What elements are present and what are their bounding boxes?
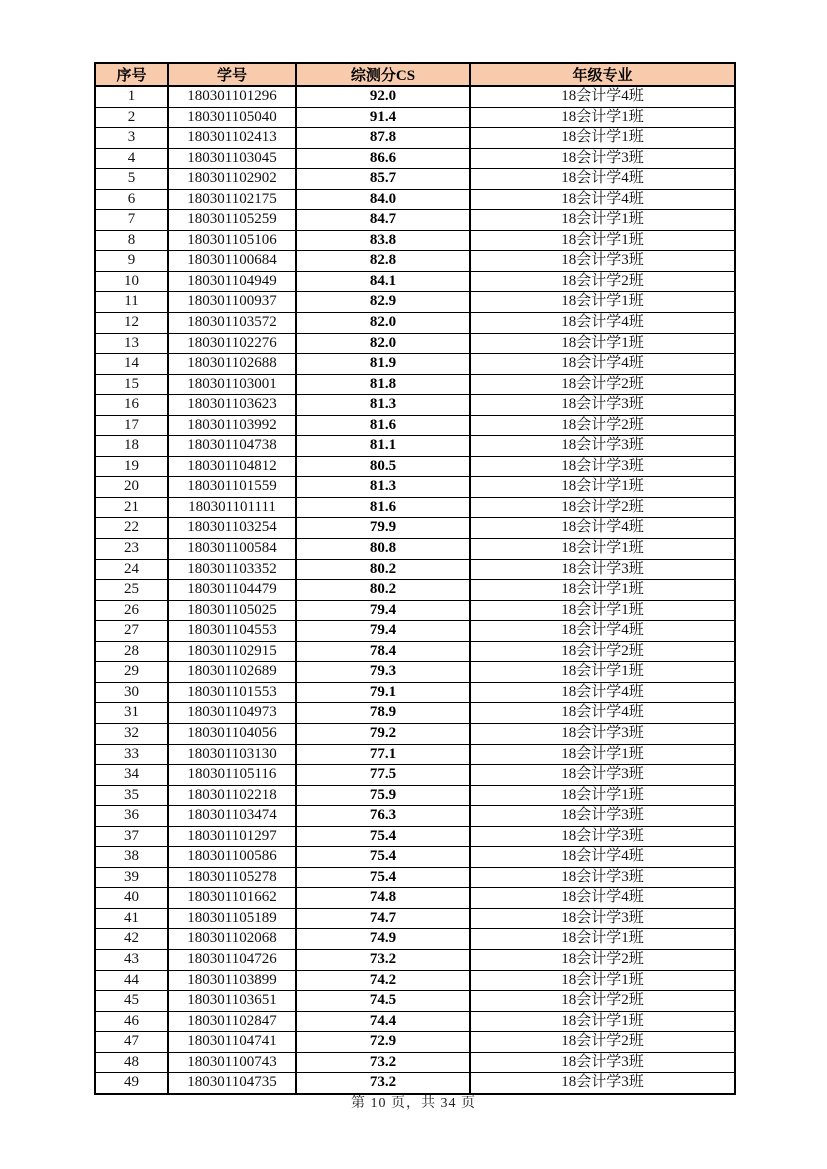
cell-student-id: 180301100584 xyxy=(168,539,296,560)
cell-index: 39 xyxy=(95,867,168,888)
cell-index: 11 xyxy=(95,292,168,313)
cell-index: 19 xyxy=(95,456,168,477)
cell-student-id: 180301102688 xyxy=(168,354,296,375)
score-table-container xyxy=(94,62,734,1095)
cell-index: 35 xyxy=(95,785,168,806)
cell-student-id: 180301102218 xyxy=(168,785,296,806)
cell-score: 91.4 xyxy=(296,107,470,128)
cell-grade-major: 18会计学1班 xyxy=(470,970,735,991)
table-row xyxy=(95,785,735,806)
cell-student-id: 180301100937 xyxy=(168,292,296,313)
cell-student-id: 180301103130 xyxy=(168,744,296,765)
table-row xyxy=(95,148,735,169)
cell-grade-major: 18会计学1班 xyxy=(470,929,735,950)
table-row xyxy=(95,1073,735,1094)
cell-score: 81.1 xyxy=(296,436,470,457)
cell-index: 45 xyxy=(95,991,168,1012)
table-row xyxy=(95,374,735,395)
cell-student-id: 180301102915 xyxy=(168,641,296,662)
table-row xyxy=(95,806,735,827)
table-body xyxy=(95,86,735,1094)
cell-student-id: 180301103474 xyxy=(168,806,296,827)
cell-student-id: 180301105259 xyxy=(168,210,296,231)
table-row xyxy=(95,436,735,457)
cell-score: 82.9 xyxy=(296,292,470,313)
cell-score: 82.0 xyxy=(296,333,470,354)
cell-grade-major: 18会计学3班 xyxy=(470,765,735,786)
cell-index: 23 xyxy=(95,539,168,560)
cell-score: 79.3 xyxy=(296,662,470,683)
cell-student-id: 180301104949 xyxy=(168,271,296,292)
cell-student-id: 180301104741 xyxy=(168,1032,296,1053)
cell-score: 78.9 xyxy=(296,703,470,724)
cell-grade-major: 18会计学1班 xyxy=(470,744,735,765)
table-row xyxy=(95,415,735,436)
table-row xyxy=(95,847,735,868)
cell-index: 2 xyxy=(95,107,168,128)
cell-student-id: 180301105278 xyxy=(168,867,296,888)
cell-index: 20 xyxy=(95,477,168,498)
table-row xyxy=(95,210,735,231)
cell-student-id: 180301102175 xyxy=(168,189,296,210)
cell-student-id: 180301101662 xyxy=(168,888,296,909)
cell-score: 75.4 xyxy=(296,847,470,868)
cell-grade-major: 18会计学1班 xyxy=(470,210,735,231)
cell-score: 74.4 xyxy=(296,1011,470,1032)
cell-grade-major: 18会计学1班 xyxy=(470,600,735,621)
cell-grade-major: 18会计学1班 xyxy=(470,539,735,560)
cell-student-id: 180301105025 xyxy=(168,600,296,621)
cell-index: 40 xyxy=(95,888,168,909)
table-row xyxy=(95,621,735,642)
cell-score: 74.8 xyxy=(296,888,470,909)
cell-index: 24 xyxy=(95,559,168,580)
cell-score: 73.2 xyxy=(296,1073,470,1094)
cell-student-id: 180301104738 xyxy=(168,436,296,457)
table-row xyxy=(95,107,735,128)
table-row xyxy=(95,867,735,888)
header-index: 序号 xyxy=(95,63,168,86)
cell-score: 75.4 xyxy=(296,826,470,847)
cell-grade-major: 18会计学3班 xyxy=(470,1073,735,1094)
table-row xyxy=(95,970,735,991)
cell-index: 1 xyxy=(95,86,168,107)
table-row xyxy=(95,86,735,107)
cell-grade-major: 18会计学1班 xyxy=(470,1011,735,1032)
cell-index: 27 xyxy=(95,621,168,642)
cell-index: 22 xyxy=(95,518,168,539)
cell-student-id: 180301104973 xyxy=(168,703,296,724)
cell-score: 73.2 xyxy=(296,1052,470,1073)
table-row xyxy=(95,765,735,786)
cell-grade-major: 18会计学2班 xyxy=(470,1032,735,1053)
cell-index: 31 xyxy=(95,703,168,724)
cell-student-id: 180301103045 xyxy=(168,148,296,169)
table-row xyxy=(95,395,735,416)
cell-student-id: 180301105116 xyxy=(168,765,296,786)
cell-grade-major: 18会计学3班 xyxy=(470,806,735,827)
cell-score: 80.5 xyxy=(296,456,470,477)
cell-score: 85.7 xyxy=(296,169,470,190)
cell-score: 74.2 xyxy=(296,970,470,991)
cell-score: 76.3 xyxy=(296,806,470,827)
cell-grade-major: 18会计学1班 xyxy=(470,333,735,354)
cell-score: 73.2 xyxy=(296,949,470,970)
cell-grade-major: 18会计学1班 xyxy=(470,477,735,498)
cell-index: 25 xyxy=(95,580,168,601)
cell-score: 81.3 xyxy=(296,477,470,498)
cell-grade-major: 18会计学1班 xyxy=(470,292,735,313)
cell-grade-major: 18会计学4班 xyxy=(470,621,735,642)
table-row xyxy=(95,908,735,929)
table-row xyxy=(95,333,735,354)
table-row xyxy=(95,682,735,703)
table-row xyxy=(95,518,735,539)
cell-grade-major: 18会计学4班 xyxy=(470,86,735,107)
cell-student-id: 180301102902 xyxy=(168,169,296,190)
cell-grade-major: 18会计学2班 xyxy=(470,415,735,436)
table-row xyxy=(95,169,735,190)
table-row xyxy=(95,703,735,724)
cell-grade-major: 18会计学3班 xyxy=(470,867,735,888)
cell-score: 79.9 xyxy=(296,518,470,539)
table-row xyxy=(95,354,735,375)
cell-grade-major: 18会计学4班 xyxy=(470,888,735,909)
cell-index: 17 xyxy=(95,415,168,436)
cell-score: 81.6 xyxy=(296,497,470,518)
table-row xyxy=(95,251,735,272)
cell-student-id: 180301102847 xyxy=(168,1011,296,1032)
cell-grade-major: 18会计学4班 xyxy=(470,189,735,210)
table-row xyxy=(95,189,735,210)
cell-student-id: 180301103572 xyxy=(168,313,296,334)
cell-score: 81.6 xyxy=(296,415,470,436)
cell-score: 75.4 xyxy=(296,867,470,888)
cell-grade-major: 18会计学2班 xyxy=(470,991,735,1012)
table-row xyxy=(95,1011,735,1032)
cell-index: 6 xyxy=(95,189,168,210)
header-score: 综测分CS xyxy=(296,63,470,86)
table-row xyxy=(95,1032,735,1053)
cell-grade-major: 18会计学1班 xyxy=(470,785,735,806)
cell-student-id: 180301100586 xyxy=(168,847,296,868)
cell-grade-major: 18会计学4班 xyxy=(470,847,735,868)
cell-index: 14 xyxy=(95,354,168,375)
header-grade-major: 年级专业 xyxy=(470,63,735,86)
score-table xyxy=(94,62,736,1095)
cell-grade-major: 18会计学3班 xyxy=(470,559,735,580)
table-row xyxy=(95,744,735,765)
cell-index: 7 xyxy=(95,210,168,231)
cell-index: 36 xyxy=(95,806,168,827)
cell-student-id: 180301104726 xyxy=(168,949,296,970)
cell-grade-major: 18会计学1班 xyxy=(470,107,735,128)
cell-grade-major: 18会计学1班 xyxy=(470,230,735,251)
cell-score: 74.7 xyxy=(296,908,470,929)
cell-index: 34 xyxy=(95,765,168,786)
cell-student-id: 180301102068 xyxy=(168,929,296,950)
table-row xyxy=(95,929,735,950)
cell-score: 74.9 xyxy=(296,929,470,950)
cell-grade-major: 18会计学2班 xyxy=(470,497,735,518)
cell-student-id: 180301105106 xyxy=(168,230,296,251)
cell-score: 81.3 xyxy=(296,395,470,416)
table-row xyxy=(95,641,735,662)
cell-grade-major: 18会计学1班 xyxy=(470,662,735,683)
table-row xyxy=(95,230,735,251)
cell-grade-major: 18会计学3班 xyxy=(470,908,735,929)
cell-score: 84.7 xyxy=(296,210,470,231)
cell-index: 47 xyxy=(95,1032,168,1053)
cell-index: 10 xyxy=(95,271,168,292)
cell-score: 79.4 xyxy=(296,600,470,621)
cell-score: 77.5 xyxy=(296,765,470,786)
cell-student-id: 180301102276 xyxy=(168,333,296,354)
table-row xyxy=(95,949,735,970)
cell-student-id: 180301101296 xyxy=(168,86,296,107)
cell-index: 13 xyxy=(95,333,168,354)
cell-grade-major: 18会计学2班 xyxy=(470,641,735,662)
cell-score: 86.6 xyxy=(296,148,470,169)
cell-grade-major: 18会计学4班 xyxy=(470,354,735,375)
cell-student-id: 180301104735 xyxy=(168,1073,296,1094)
cell-index: 42 xyxy=(95,929,168,950)
cell-index: 32 xyxy=(95,723,168,744)
cell-index: 28 xyxy=(95,641,168,662)
cell-score: 72.9 xyxy=(296,1032,470,1053)
table-row xyxy=(95,128,735,149)
cell-index: 9 xyxy=(95,251,168,272)
header-row xyxy=(95,63,735,86)
cell-score: 79.4 xyxy=(296,621,470,642)
cell-student-id: 180301100684 xyxy=(168,251,296,272)
cell-index: 29 xyxy=(95,662,168,683)
cell-index: 38 xyxy=(95,847,168,868)
cell-student-id: 180301101553 xyxy=(168,682,296,703)
cell-index: 5 xyxy=(95,169,168,190)
cell-score: 82.8 xyxy=(296,251,470,272)
cell-grade-major: 18会计学3班 xyxy=(470,251,735,272)
table-row xyxy=(95,456,735,477)
cell-index: 4 xyxy=(95,148,168,169)
cell-index: 43 xyxy=(95,949,168,970)
table-row xyxy=(95,826,735,847)
cell-score: 79.1 xyxy=(296,682,470,703)
cell-student-id: 180301105189 xyxy=(168,908,296,929)
table-row xyxy=(95,888,735,909)
cell-grade-major: 18会计学3班 xyxy=(470,456,735,477)
cell-student-id: 180301103899 xyxy=(168,970,296,991)
cell-index: 33 xyxy=(95,744,168,765)
cell-grade-major: 18会计学3班 xyxy=(470,826,735,847)
cell-index: 8 xyxy=(95,230,168,251)
cell-score: 78.4 xyxy=(296,641,470,662)
cell-grade-major: 18会计学3班 xyxy=(470,148,735,169)
cell-student-id: 180301101111 xyxy=(168,497,296,518)
cell-student-id: 180301103992 xyxy=(168,415,296,436)
cell-grade-major: 18会计学4班 xyxy=(470,682,735,703)
cell-student-id: 180301100743 xyxy=(168,1052,296,1073)
cell-score: 80.2 xyxy=(296,580,470,601)
cell-index: 15 xyxy=(95,374,168,395)
cell-index: 12 xyxy=(95,313,168,334)
cell-score: 81.8 xyxy=(296,374,470,395)
cell-index: 49 xyxy=(95,1073,168,1094)
cell-index: 41 xyxy=(95,908,168,929)
cell-grade-major: 18会计学2班 xyxy=(470,271,735,292)
cell-student-id: 180301103623 xyxy=(168,395,296,416)
cell-grade-major: 18会计学3班 xyxy=(470,436,735,457)
cell-index: 21 xyxy=(95,497,168,518)
cell-score: 83.8 xyxy=(296,230,470,251)
cell-grade-major: 18会计学3班 xyxy=(470,1052,735,1073)
cell-index: 48 xyxy=(95,1052,168,1073)
cell-student-id: 180301105040 xyxy=(168,107,296,128)
cell-score: 74.5 xyxy=(296,991,470,1012)
cell-score: 75.9 xyxy=(296,785,470,806)
table-row xyxy=(95,1052,735,1073)
cell-score: 81.9 xyxy=(296,354,470,375)
cell-grade-major: 18会计学4班 xyxy=(470,313,735,334)
cell-grade-major: 18会计学2班 xyxy=(470,949,735,970)
cell-student-id: 180301104553 xyxy=(168,621,296,642)
table-row xyxy=(95,723,735,744)
cell-grade-major: 18会计学2班 xyxy=(470,374,735,395)
table-row xyxy=(95,600,735,621)
cell-grade-major: 18会计学3班 xyxy=(470,395,735,416)
cell-score: 84.1 xyxy=(296,271,470,292)
table-row xyxy=(95,580,735,601)
cell-grade-major: 18会计学1班 xyxy=(470,128,735,149)
cell-student-id: 180301102413 xyxy=(168,128,296,149)
cell-student-id: 180301103254 xyxy=(168,518,296,539)
cell-grade-major: 18会计学4班 xyxy=(470,518,735,539)
table-row xyxy=(95,477,735,498)
cell-student-id: 180301104056 xyxy=(168,723,296,744)
cell-score: 92.0 xyxy=(296,86,470,107)
cell-index: 37 xyxy=(95,826,168,847)
cell-grade-major: 18会计学4班 xyxy=(470,169,735,190)
cell-score: 87.8 xyxy=(296,128,470,149)
table-row xyxy=(95,313,735,334)
table-row xyxy=(95,991,735,1012)
cell-student-id: 180301103651 xyxy=(168,991,296,1012)
cell-student-id: 180301104479 xyxy=(168,580,296,601)
cell-index: 16 xyxy=(95,395,168,416)
cell-index: 46 xyxy=(95,1011,168,1032)
cell-index: 26 xyxy=(95,600,168,621)
cell-score: 82.0 xyxy=(296,313,470,334)
cell-student-id: 180301102689 xyxy=(168,662,296,683)
cell-index: 44 xyxy=(95,970,168,991)
cell-score: 80.2 xyxy=(296,559,470,580)
cell-score: 79.2 xyxy=(296,723,470,744)
cell-grade-major: 18会计学1班 xyxy=(470,580,735,601)
cell-student-id: 180301103352 xyxy=(168,559,296,580)
table-row xyxy=(95,539,735,560)
cell-grade-major: 18会计学4班 xyxy=(470,703,735,724)
cell-index: 3 xyxy=(95,128,168,149)
table-row xyxy=(95,292,735,313)
cell-grade-major: 18会计学3班 xyxy=(470,723,735,744)
cell-score: 84.0 xyxy=(296,189,470,210)
cell-student-id: 180301101559 xyxy=(168,477,296,498)
cell-student-id: 180301104812 xyxy=(168,456,296,477)
header-student-id: 学号 xyxy=(168,63,296,86)
cell-index: 30 xyxy=(95,682,168,703)
cell-score: 80.8 xyxy=(296,539,470,560)
table-row xyxy=(95,559,735,580)
cell-student-id: 180301103001 xyxy=(168,374,296,395)
cell-score: 77.1 xyxy=(296,744,470,765)
table-row xyxy=(95,662,735,683)
table-header xyxy=(95,63,735,86)
cell-student-id: 180301101297 xyxy=(168,826,296,847)
page-footer: 第 10 页，共 34 页 xyxy=(351,1096,476,1111)
cell-index: 18 xyxy=(95,436,168,457)
table-row xyxy=(95,497,735,518)
table-row xyxy=(95,271,735,292)
